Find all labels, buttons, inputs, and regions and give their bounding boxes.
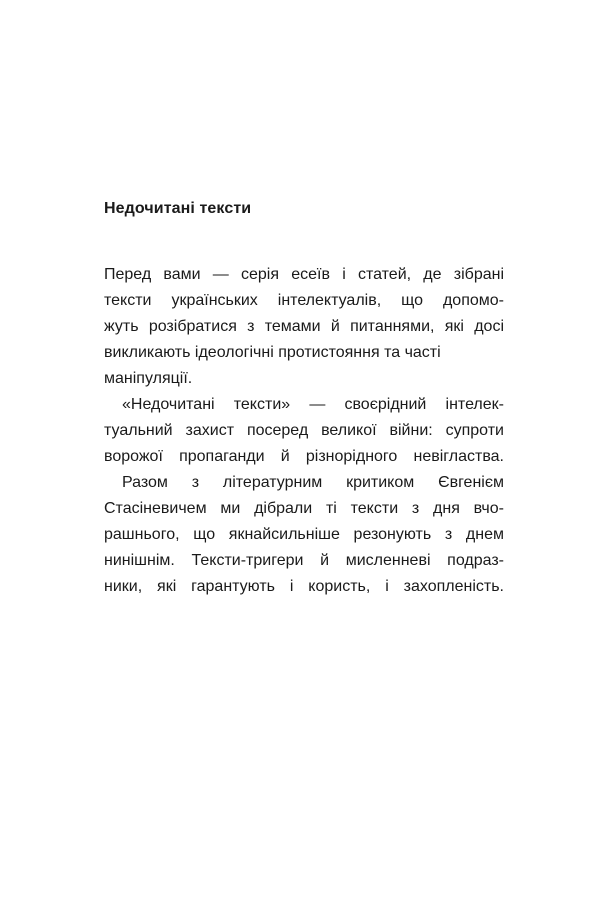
text-line: тексти українських інтелектуалів, що допомо- xyxy=(104,292,504,309)
text-line: Перед вами — серія есеїв і статей, де зібрані xyxy=(104,266,504,283)
text-line: рашнього, що якнайсильніше резонують з днем xyxy=(104,526,504,543)
text-line: туальний захист посеред великої війни: супроти xyxy=(104,422,504,439)
text-line: Разом з літературним критиком Євгенієм xyxy=(122,474,504,491)
text-line: жуть розібратися з темами й питаннями, які досі xyxy=(104,318,504,335)
section-heading: Недочитані тексти xyxy=(104,200,252,217)
text-line: нинішнім. Тексти-тригери й мисленневі подраз- xyxy=(104,552,504,569)
body-text xyxy=(104,262,504,600)
text-line: ники, які гарантують і користь, і захопленість. xyxy=(104,578,504,595)
text-line: «Недочитані тексти» — своєрідний інтелек- xyxy=(122,396,504,413)
text-line: маніпуляції. xyxy=(104,370,193,387)
text-line: викликають ідеологічні протистояння та часті xyxy=(104,344,441,361)
text-line: Стасіневичем ми дібрали ті тексти з дня вчо- xyxy=(104,500,504,517)
text-line: ворожої пропаганди й різнорідного невігластва. xyxy=(104,448,504,465)
